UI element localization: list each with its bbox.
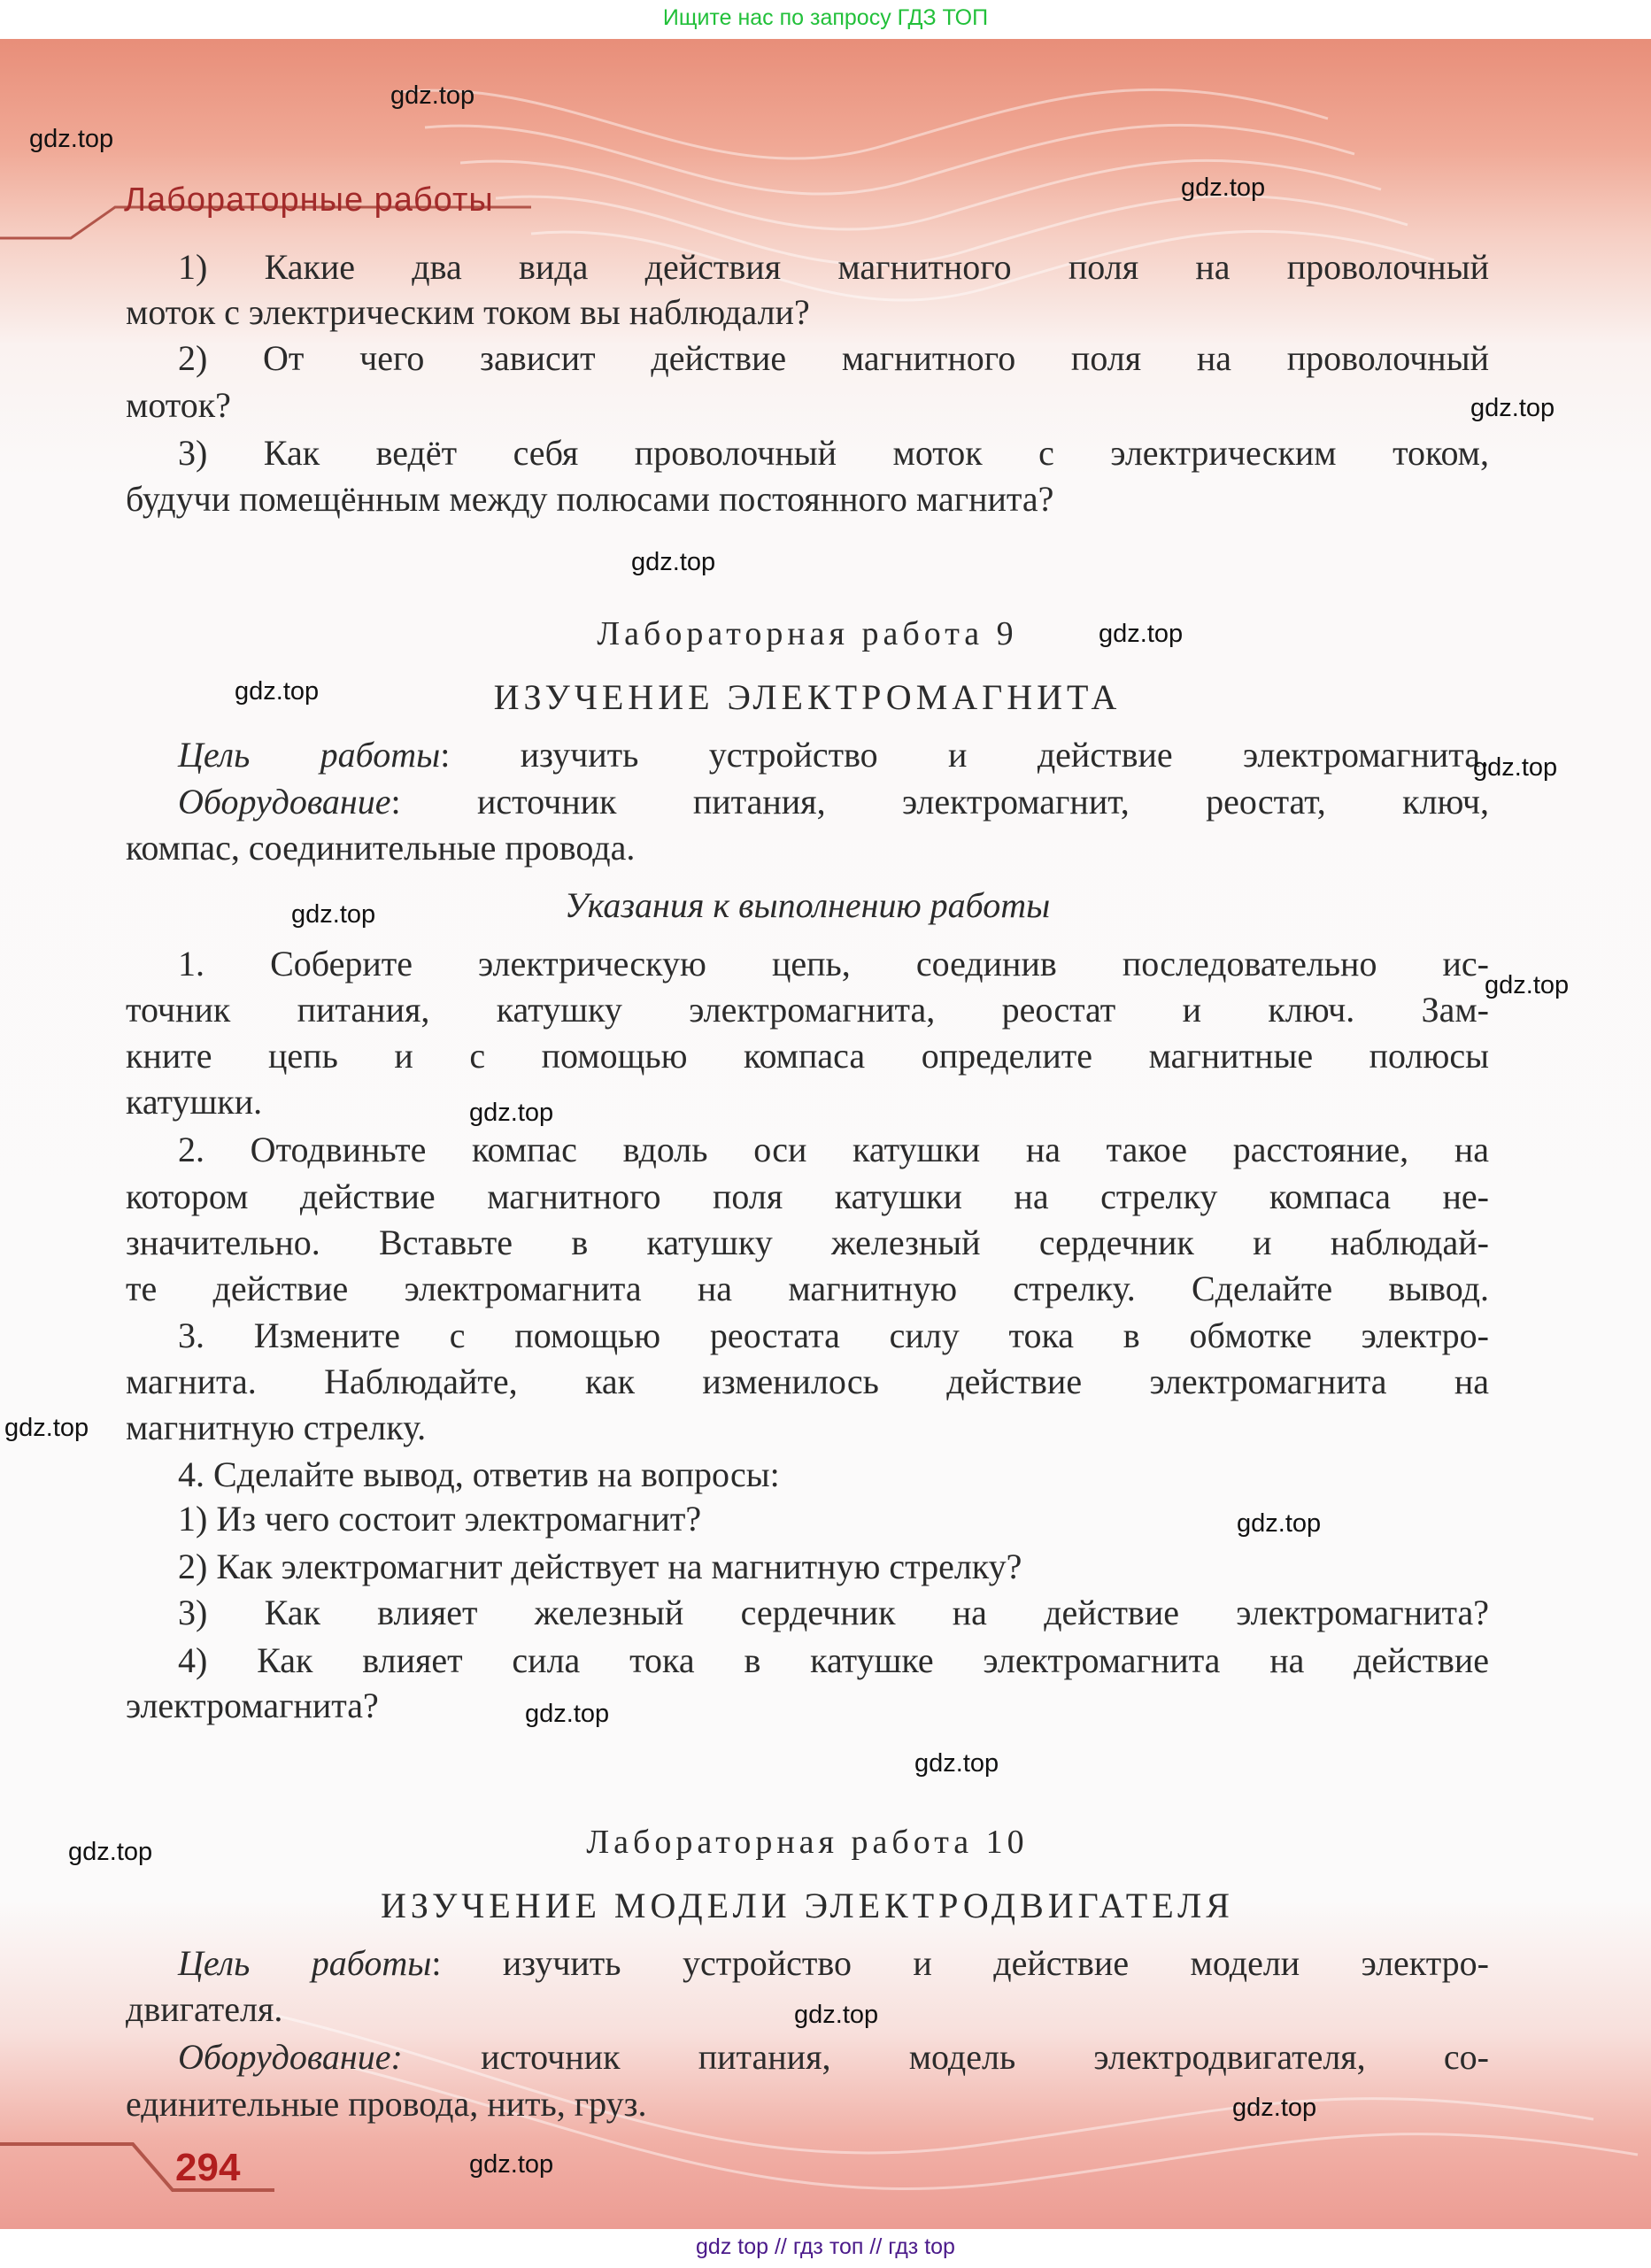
watermark-text: gdz.top (469, 2150, 554, 2179)
text-line (178, 941, 1489, 987)
text-span: Указания к выполнению работы (564, 885, 1051, 925)
watermark-text: gdz.top (1181, 174, 1266, 202)
text-span: : изучить устройство и действие электромагнита. (440, 735, 1489, 775)
watermark-text: gdz.top (68, 1838, 153, 1866)
text-span: двигателя. (126, 1989, 283, 2029)
page-number: 294 (175, 2146, 241, 2189)
text-line (178, 1127, 1489, 1173)
text-line (178, 244, 1489, 290)
top-banner-text: Ищите нас по запросу ГДЗ ТОП (662, 5, 989, 30)
text-span: Лабораторная работа 10 (586, 1824, 1029, 1861)
section-title: Лабораторные работы (124, 181, 494, 219)
text-span: единительные провода, нить, груз. (126, 2084, 647, 2124)
text-line (178, 779, 1489, 825)
text-line (126, 1819, 1489, 1865)
text-span: источник питания, модель электродвигателя, со- (402, 2037, 1489, 2077)
text-span: кните цепь и с помощью компаса определите магнитные полюсы (126, 1036, 1489, 1076)
bottom-banner (0, 2229, 1651, 2268)
text-span: компас, соединительные провода. (126, 828, 636, 868)
text-line (178, 1544, 1489, 1590)
text-line (126, 1266, 1489, 1312)
text-span: моток с электрическим током вы наблюдали? (126, 292, 810, 332)
text-span: котором действие магнитного поля катушки на стрелку компаса не- (126, 1176, 1489, 1216)
text-span: ИЗУЧЕНИЕ ЭЛЕКТРОМАГНИТА (493, 677, 1122, 717)
text-line (126, 611, 1489, 657)
watermark-text: gdz.top (291, 900, 376, 929)
text-line (126, 289, 1489, 336)
text-span: 2) От чего зависит действие магнитного поля на проволочный (178, 338, 1489, 378)
text-span: 4. Сделайте вывод, ответив на вопросы: (178, 1454, 780, 1494)
emphasis-label: Оборудование: (178, 2037, 403, 2077)
text-line (178, 336, 1489, 382)
text-span: 1) Какие два вида действия магнитного поля на проволочный (178, 247, 1489, 287)
text-span: магнитную стрелку. (126, 1408, 427, 1447)
text-span: 2. Отодвиньте компас вдоль оси катушки на такое расстояние, на (178, 1130, 1489, 1169)
text-span: 4) Как влияет сила тока в катушке электромагнита на действие (178, 1640, 1489, 1680)
text-line (126, 1033, 1489, 1079)
top-banner (0, 0, 1651, 39)
watermark-text: gdz.top (794, 2001, 879, 2029)
watermark-text: gdz.top (1473, 753, 1558, 782)
text-line (126, 476, 1489, 522)
text-line (126, 382, 1489, 428)
watermark-text: gdz.top (469, 1099, 554, 1127)
text-line (126, 1220, 1489, 1266)
watermark-text: gdz.top (4, 1414, 89, 1442)
text-span: 3) Как ведёт себя проволочный моток с электрическим током, (178, 433, 1489, 473)
watermark-text: gdz.top (1470, 394, 1555, 422)
text-span: электромагнита? (126, 1686, 379, 1725)
text-span: ИЗУЧЕНИЕ МОДЕЛИ ЭЛЕКТРОДВИГАТЕЛЯ (381, 1886, 1234, 1925)
bottom-banner-text: gdz top // гдз топ // гдз top (696, 2234, 955, 2259)
text-line (178, 1313, 1489, 1359)
text-span: точник питания, катушку электромагнита, реостат и ключ. Зам- (126, 990, 1489, 1030)
text-span: будучи помещённым между полюсами постоянного магнита? (126, 479, 1054, 519)
text-line (126, 1883, 1489, 1929)
text-line (178, 1940, 1489, 1986)
text-span: 2) Как электромагнит действует на магнитную стрелку? (178, 1547, 1022, 1586)
text-span: те действие электромагнита на магнитную стрелку. Сделайте вывод. (126, 1269, 1489, 1308)
text-span: : изучить устройство и действие модели электро- (431, 1943, 1490, 1983)
text-line (126, 1683, 1489, 1729)
text-span: магнита. Наблюдайте, как изменилось действие электромагнита на (126, 1362, 1489, 1401)
text-span: катушки. (126, 1082, 263, 1122)
text-line (178, 1638, 1489, 1684)
text-span: Лабораторная работа 9 (597, 615, 1018, 652)
watermark-text: gdz.top (914, 1749, 999, 1778)
watermark-text: gdz.top (631, 548, 716, 576)
text-line (178, 2034, 1489, 2080)
watermark-text: gdz.top (235, 677, 320, 706)
watermark-text: gdz.top (1099, 620, 1184, 648)
text-span: 1. Соберите электрическую цепь, соединив последовательно ис- (178, 944, 1489, 984)
text-line (126, 1079, 1489, 1125)
watermark-text: gdz.top (1232, 2094, 1317, 2122)
watermark-text: gdz.top (390, 81, 475, 110)
text-line (126, 987, 1489, 1033)
text-span: 1) Из чего состоит электромагнит? (178, 1499, 702, 1539)
text-line (178, 1590, 1489, 1636)
text-line (126, 1174, 1489, 1220)
emphasis-label: Цель работы (178, 1943, 432, 1983)
emphasis-label: Цель работы (178, 735, 441, 775)
text-line (126, 675, 1489, 721)
watermark-text: gdz.top (525, 1700, 610, 1728)
emphasis-label: Оборудование (178, 782, 391, 822)
text-span: 3. Измените с помощью реостата силу тока в обмотке электро- (178, 1315, 1489, 1355)
text-line (178, 430, 1489, 476)
text-span: 3) Как влияет железный сердечник на действие электромагнита? (178, 1593, 1489, 1632)
watermark-text: gdz.top (29, 125, 114, 153)
watermark-text: gdz.top (1237, 1509, 1322, 1538)
text-line (178, 732, 1489, 778)
text-span: значительно. Вставьте в катушку железный сердечник и наблюдай- (126, 1223, 1489, 1262)
text-span: : источник питания, электромагнит, реостат, ключ, (390, 782, 1489, 822)
text-line (126, 1405, 1489, 1451)
text-line (126, 1359, 1489, 1405)
watermark-text: gdz.top (1485, 971, 1570, 999)
text-line (126, 825, 1489, 871)
text-line (178, 1452, 1489, 1498)
text-span: моток? (126, 385, 231, 425)
